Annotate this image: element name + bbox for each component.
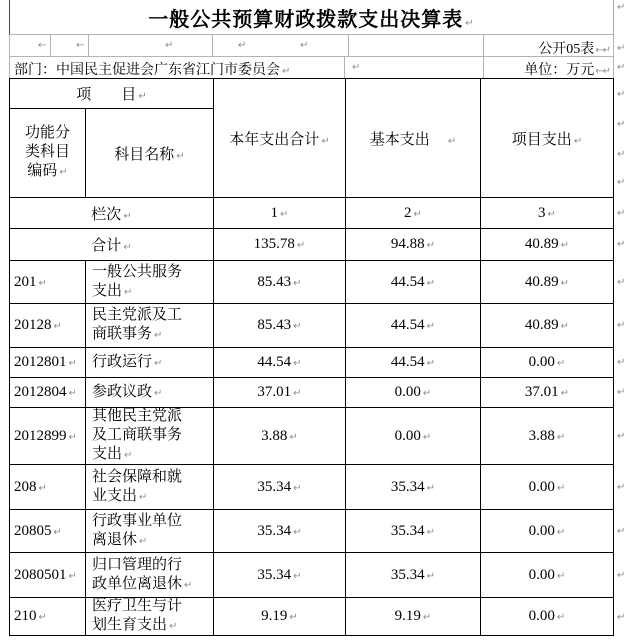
cell-value-basic	[346, 598, 481, 636]
paragraph-mark-icon: ↵	[617, 612, 626, 623]
paragraph-mark-icon: ↵	[300, 40, 309, 51]
cell-subject-name-text: 一般公共服务 支出 ↵	[92, 263, 182, 302]
cell-value-total	[214, 553, 346, 598]
cell-value-project-text: 3 ↵	[538, 205, 556, 222]
cell-subject-name-text: 行政事业单位 离退休 ↵	[92, 512, 182, 551]
divider	[483, 35, 484, 56]
cell-value-total	[214, 598, 346, 636]
cell-subject-name	[86, 261, 214, 304]
cell-value-total	[214, 229, 346, 261]
cell-value-total	[214, 261, 346, 304]
cell-function-code-text: 20128 ↵	[14, 317, 62, 334]
cell-value-project-text: 3.88 ↵	[529, 428, 566, 445]
cell-value-project-text: 0.00 ↵	[529, 523, 566, 540]
cell-value-project	[481, 510, 614, 553]
cell-value-project-text: 37.01 ↵	[525, 384, 569, 401]
cell-function-code-text: 2012899 ↵	[14, 428, 77, 445]
cell-function-code	[10, 378, 86, 408]
cell-function-code	[10, 408, 86, 465]
cell-value-basic-text: 35.34 ↵	[391, 523, 435, 540]
cell-value-project	[481, 553, 614, 598]
paragraph-mark-icon: ↵	[617, 570, 626, 581]
page-title-box	[9, 0, 614, 35]
cell-subject-name-text: 参政议政 ↵	[92, 383, 162, 403]
cell-value-total	[214, 198, 346, 229]
cell-function-code-text: 208 ↵	[14, 479, 47, 496]
cell-subject-name	[86, 304, 214, 348]
cell-value-total	[214, 378, 346, 408]
divider	[50, 35, 51, 56]
cell-value-basic-text: 0.00 ↵	[395, 428, 432, 445]
cell-value-project	[481, 198, 614, 229]
department-row	[9, 57, 614, 78]
cell-value-basic-text: 44.54 ↵	[391, 354, 435, 371]
cell-value-total	[214, 465, 346, 510]
cell-value-basic-text: 35.34 ↵	[391, 479, 435, 496]
cell-value-basic-text: 94.88 ↵	[391, 236, 435, 253]
cell-value-basic-text: 0.00 ↵	[395, 384, 432, 401]
unit-label: 单位：万元 ←↵	[524, 59, 610, 79]
paragraph-mark-icon: ↵	[617, 277, 626, 288]
cell-function-code	[10, 465, 86, 510]
cell-value-total-text: 35.34 ↵	[257, 567, 301, 584]
cell-value-project-text: 0.00 ↵	[529, 354, 566, 371]
cell-value-project	[481, 304, 614, 348]
cell-subject-name-text: 归口管理的行 政单位离退休 ↵	[92, 556, 192, 595]
expenditure-table	[9, 78, 614, 636]
cell-function-code-text: 20805 ↵	[14, 523, 62, 540]
cell-value-basic	[346, 229, 481, 261]
cell-value-project	[481, 348, 614, 378]
cell-function-code	[10, 553, 86, 598]
cell-value-total	[214, 304, 346, 348]
cell-value-total-text: 9.19 ↵	[261, 608, 298, 625]
cell-value-total	[214, 348, 346, 378]
divider	[88, 35, 89, 56]
paragraph-mark-icon: ↵	[238, 40, 247, 51]
cell-row-label-text: 栏次 ↵	[91, 203, 131, 224]
cell-subject-name-text: 其他民主党派 及工商联事务 支出 ↵	[92, 408, 182, 465]
cell-value-total-text: 35.34 ↵	[257, 523, 301, 540]
cell-function-code	[10, 348, 86, 378]
paragraph-mark-icon: ↵	[617, 208, 626, 219]
cell-function-code	[10, 261, 86, 304]
cell-subject-name	[86, 598, 214, 636]
cell-subject-name-text: 社会保障和就 业支出 ↵	[92, 468, 182, 507]
cell-value-basic-text: 44.54 ↵	[391, 274, 435, 291]
paragraph-mark-icon: ↵	[617, 482, 626, 493]
cell-value-basic-text: 2 ↵	[404, 205, 422, 222]
header-subject-name	[86, 109, 214, 198]
cell-value-total-text: 35.34 ↵	[257, 479, 301, 496]
cell-value-total-text: 37.01 ↵	[257, 384, 301, 401]
paragraph-mark-icon: ↵	[617, 43, 626, 54]
cell-subject-name-text: 医疗卫生与计 划生育支出 ↵	[92, 598, 182, 636]
paragraph-mark-icon: ↵	[617, 431, 626, 442]
header-project-column	[481, 79, 614, 198]
cell-value-basic	[346, 198, 481, 229]
header-total-label: 本年支出合计 ↵	[229, 128, 329, 149]
divider	[483, 57, 484, 78]
cell-value-project	[481, 229, 614, 261]
cell-value-basic	[346, 261, 481, 304]
cell-value-project-text: 0.00 ↵	[529, 608, 566, 625]
cell-value-basic-text: 35.34 ↵	[391, 567, 435, 584]
cell-function-code	[10, 510, 86, 553]
cell-subject-name	[86, 465, 214, 510]
cell-subject-name	[86, 378, 214, 408]
cell-value-basic-text: 9.19 ↵	[395, 608, 432, 625]
cell-value-total-text: 3.88 ↵	[261, 428, 298, 445]
cell-function-code	[10, 598, 86, 636]
tab-mark-icon: ←	[76, 40, 85, 51]
paragraph-mark-icon: ↵	[617, 177, 626, 188]
cell-value-project	[481, 408, 614, 465]
paragraph-mark-icon: ↵	[617, 62, 626, 73]
paragraph-mark-icon: ↵	[617, 357, 626, 368]
cell-function-code-text: 2012804 ↵	[14, 384, 77, 401]
paragraph-mark-icon: ↵	[617, 119, 626, 130]
cell-value-project-text: 0.00 ↵	[529, 567, 566, 584]
paragraph-mark-icon: ↵	[165, 40, 174, 51]
divider	[212, 35, 213, 56]
header-project-group	[10, 79, 214, 109]
cell-value-basic	[346, 408, 481, 465]
cell-subject-name	[86, 510, 214, 553]
cell-value-basic	[346, 510, 481, 553]
cell-value-basic	[346, 304, 481, 348]
form-label-row	[9, 35, 614, 57]
cell-function-code	[10, 304, 86, 348]
paragraph-mark-icon: ↵	[617, 387, 626, 398]
cell-subject-name	[86, 553, 214, 598]
cell-value-total-text: 44.54 ↵	[257, 354, 301, 371]
header-subject-name-label: 科目名称 ↵	[114, 143, 184, 164]
cell-row-label	[10, 229, 214, 261]
cell-value-total-text: 85.43 ↵	[257, 274, 301, 291]
cell-subject-name	[86, 408, 214, 465]
cell-value-project-text: 40.89 ↵	[525, 317, 569, 334]
paragraph-mark-icon: ↵	[352, 62, 361, 73]
cell-value-basic	[346, 465, 481, 510]
cell-function-code-text: 201 ↵	[14, 274, 47, 291]
cell-subject-name	[86, 348, 214, 378]
department-label: 部门：中国民主促进会广东省江门市委员会 ↵	[14, 59, 290, 79]
header-function-code	[10, 109, 86, 198]
cell-row-label	[10, 198, 214, 229]
cell-value-project	[481, 598, 614, 636]
paragraph-mark-icon: ↵	[617, 2, 626, 13]
cell-value-basic	[346, 553, 481, 598]
page-title: 一般公共预算财政拨款支出决算表 ↵	[148, 3, 474, 32]
cell-value-total-text: 1 ↵	[271, 205, 289, 222]
header-project-label: 项目支出 ↵	[512, 128, 582, 149]
tab-mark-icon: ←	[38, 40, 47, 51]
divider	[348, 35, 349, 56]
form-number-label: 公开05表 ←↵	[538, 38, 610, 58]
cell-value-basic-text: 44.54 ↵	[391, 317, 435, 334]
header-function-code-label: 功能分 类科目 编码 ↵	[25, 124, 70, 182]
cell-value-project	[481, 261, 614, 304]
cell-function-code-text: 2012801 ↵	[14, 354, 77, 371]
cell-value-basic	[346, 378, 481, 408]
cell-value-project-text: 0.00 ↵	[529, 479, 566, 496]
cell-value-project	[481, 465, 614, 510]
paragraph-mark-icon: ↵	[617, 149, 626, 160]
header-project-group-label: 项 目 ↵	[76, 83, 146, 104]
paragraph-mark-icon: ↵	[617, 89, 626, 100]
header-basic-column	[346, 79, 481, 198]
cell-value-total	[214, 408, 346, 465]
divider	[344, 57, 345, 78]
paragraph-mark-icon: ↵	[617, 320, 626, 331]
cell-value-total	[214, 510, 346, 553]
cell-row-label-text: 合计 ↵	[91, 234, 131, 255]
paragraph-mark-icon: ↵	[617, 526, 626, 537]
cell-value-project-text: 40.89 ↵	[525, 274, 569, 291]
cell-function-code-text: 210 ↵	[14, 608, 47, 625]
cell-value-basic	[346, 348, 481, 378]
cell-value-project	[481, 378, 614, 408]
header-basic-label: 基本支出 ↵	[370, 128, 456, 149]
cell-value-project-text: 40.89 ↵	[525, 236, 569, 253]
cell-value-total-text: 85.43 ↵	[257, 317, 301, 334]
cell-subject-name-text: 民主党派及工 商联事务 ↵	[92, 306, 182, 345]
cell-function-code-text: 2080501 ↵	[14, 567, 77, 584]
cell-subject-name-text: 行政运行 ↵	[92, 353, 162, 373]
header-total-column	[214, 79, 346, 198]
cell-value-total-text: 135.78 ↵	[254, 236, 306, 253]
paragraph-mark-icon: ↵	[617, 239, 626, 250]
